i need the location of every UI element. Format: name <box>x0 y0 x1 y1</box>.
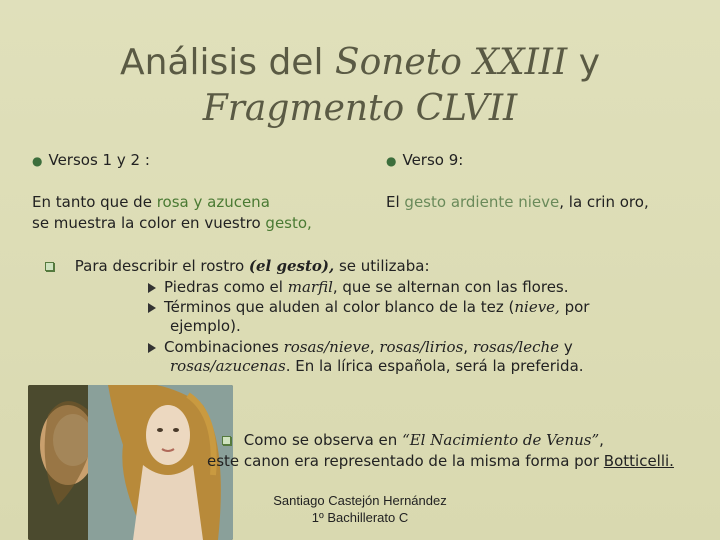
bullet-terminos-cont: ejemplo). <box>170 317 241 335</box>
bullet-terminos: Términos que aluden al color blanco de la tez (nieve, por <box>148 298 589 316</box>
title-line2: Fragmento CLVII <box>202 88 518 129</box>
bullet-combinaciones-cont: rosas/azucenas. En la lírica española, será la preferida. <box>170 357 584 375</box>
bullet-icon: ● <box>386 154 397 168</box>
square-bullet-icon <box>45 262 54 271</box>
note-line-1: Como se observa en “El Nacimiento de Venus”, <box>222 431 604 449</box>
note-line-2: este canon era representado de la misma forma por Botticelli. <box>207 452 674 470</box>
title-italic: Soneto XXIII <box>334 42 568 83</box>
arrow-bullet-icon <box>148 283 156 293</box>
title-text: Análisis del <box>119 42 335 83</box>
verse-line-2: se muestra la color en vuestro gesto, <box>32 214 312 232</box>
square-bullet-icon <box>222 436 231 445</box>
verse-line-1: En tanto que de rosa y azucena <box>32 193 270 211</box>
intro-line: Para describir el rostro (el gesto), se utilizaba: <box>45 257 430 275</box>
title-text-end: y <box>567 42 600 83</box>
footer-author: Santiago Castejón Hernández <box>273 493 447 508</box>
slide-title <box>0 40 720 132</box>
left-heading: ● Versos 1 y 2 : <box>32 151 150 169</box>
verse-line-9: El gesto ardiente nieve, la crin oro, <box>386 193 649 211</box>
bullet-combinaciones: Combinaciones rosas/nieve, rosas/lirios, rosas/leche y <box>148 338 573 356</box>
bullet-icon: ● <box>32 154 43 168</box>
bullet-marfil: Piedras como el marfil, que se alternan con las flores. <box>148 278 569 296</box>
arrow-bullet-icon <box>148 343 156 353</box>
venus-painting-image <box>28 385 233 540</box>
right-heading: ● Verso 9: <box>386 151 464 169</box>
arrow-bullet-icon <box>148 303 156 313</box>
footer-course: 1º Bachillerato C <box>311 510 409 525</box>
